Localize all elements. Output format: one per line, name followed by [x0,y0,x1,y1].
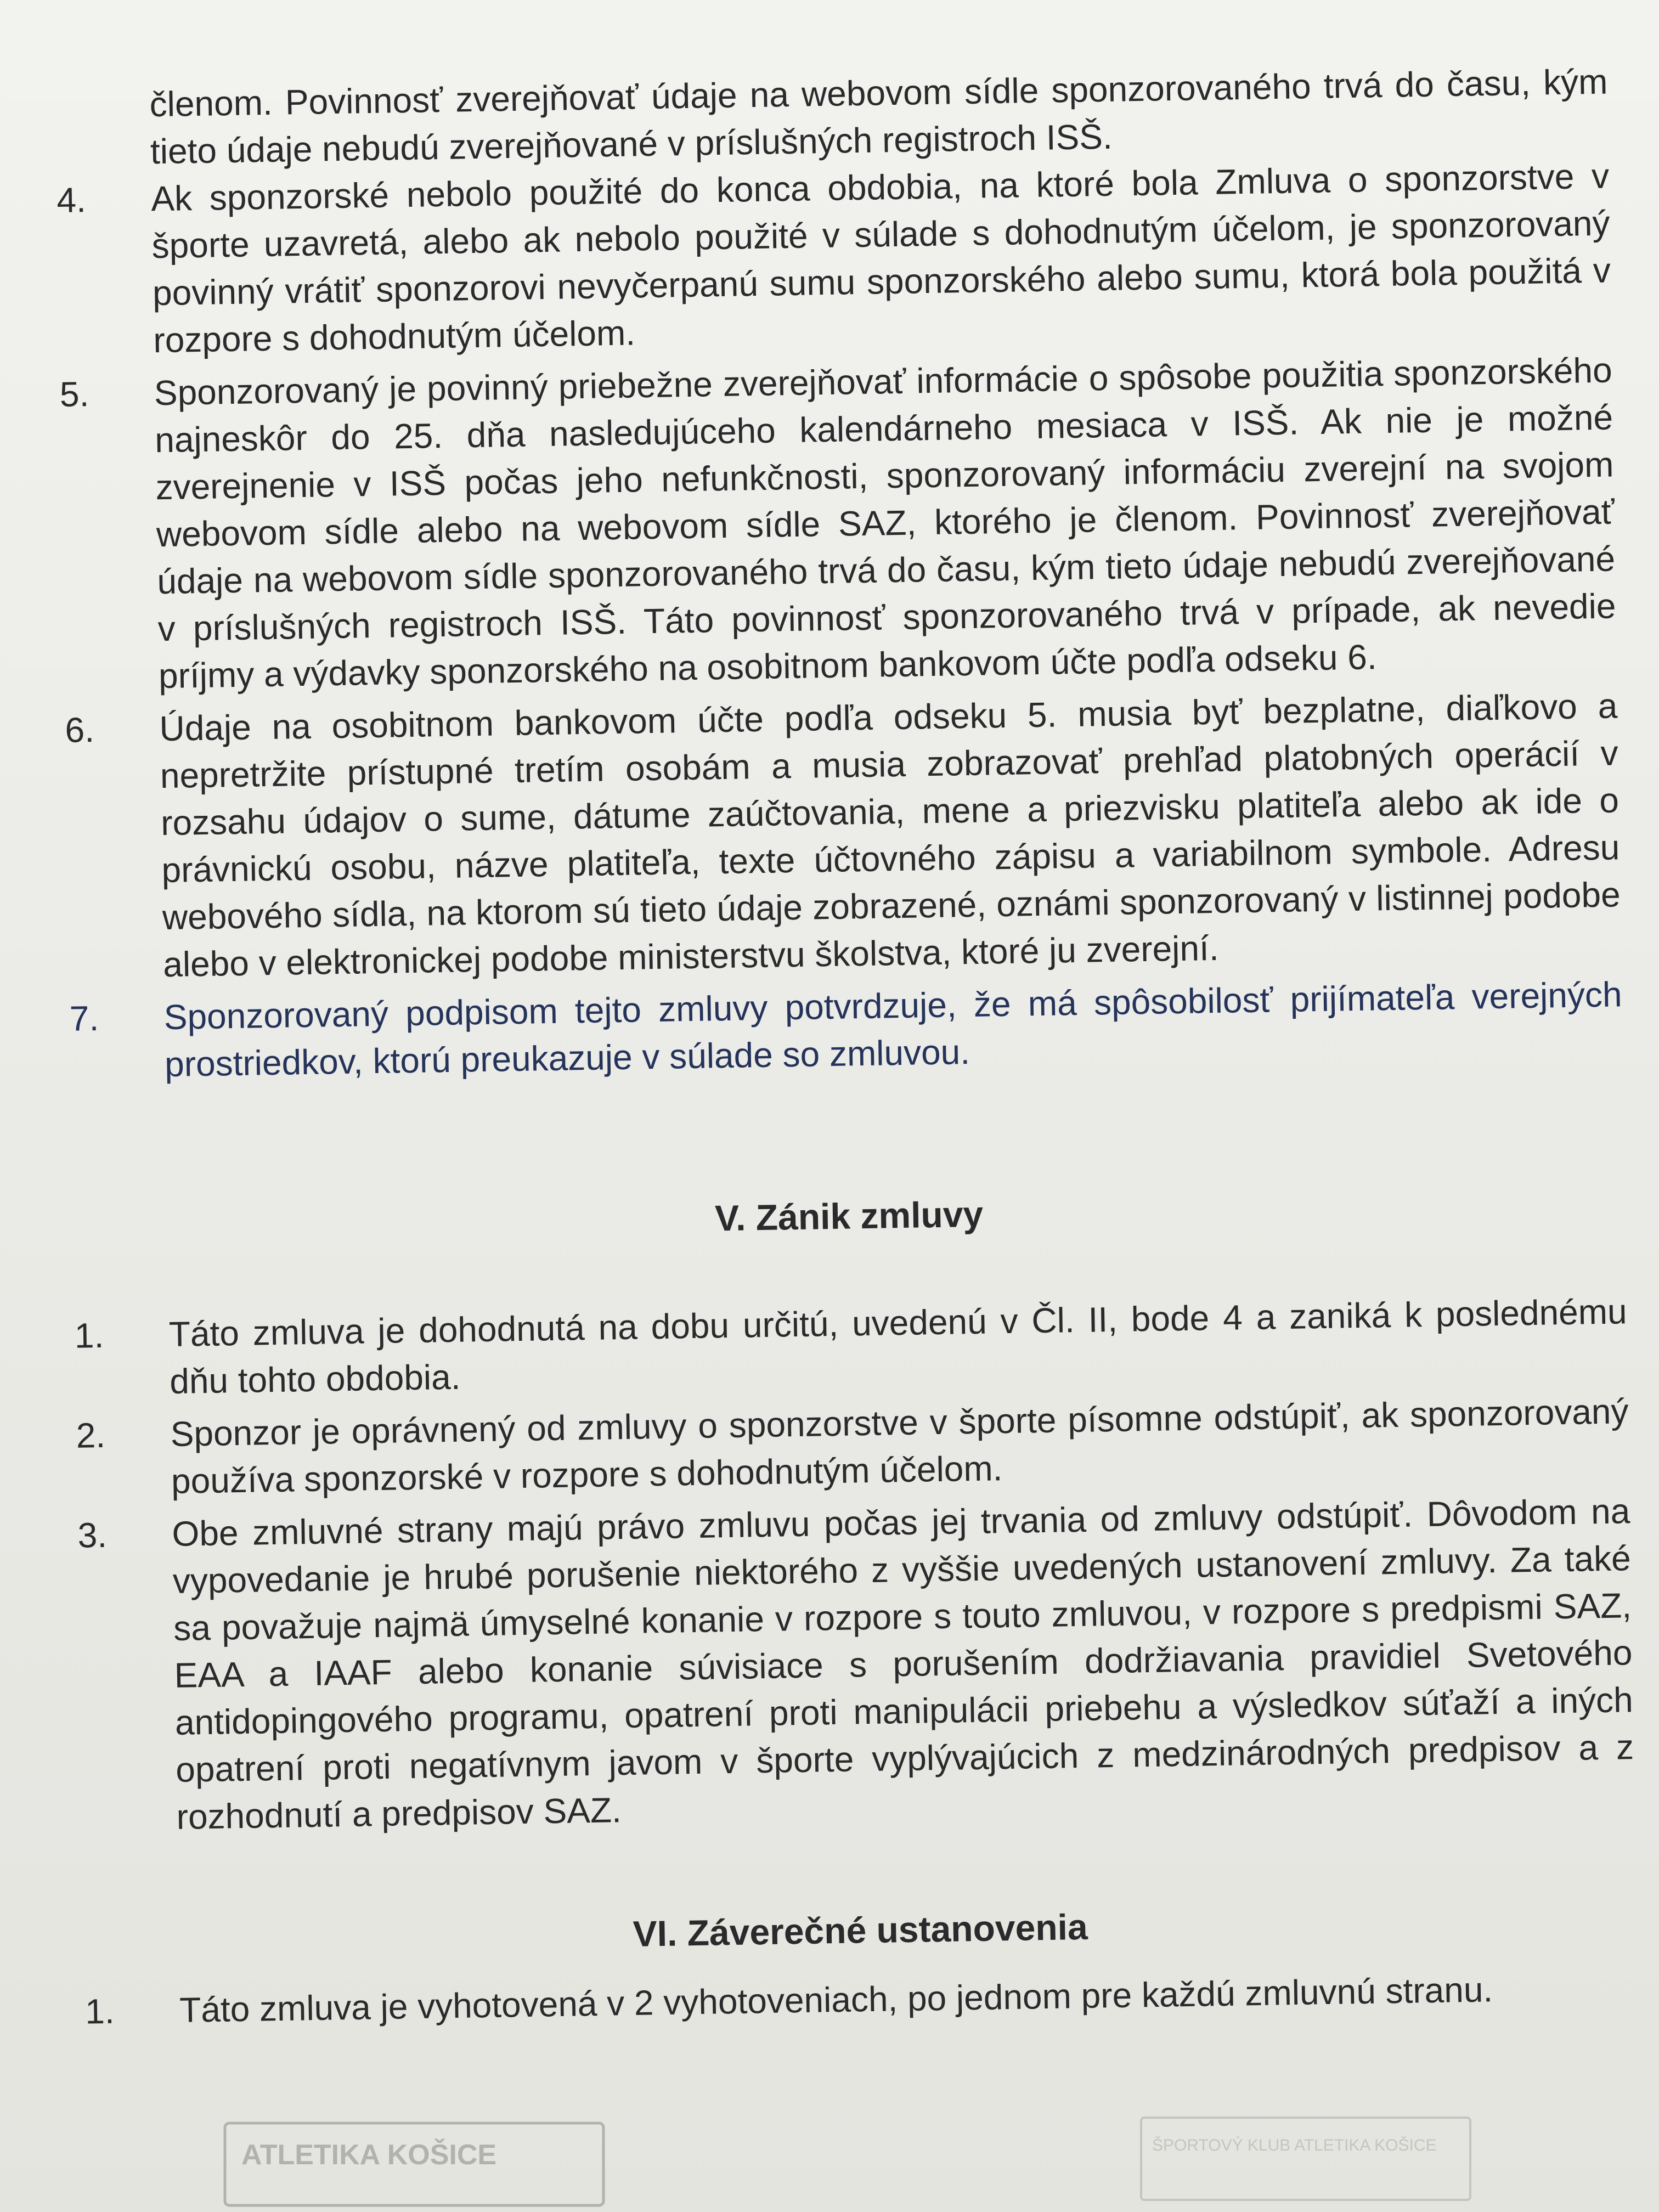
stamp-graphic-right-icon [1136,2112,1476,2211]
list-number: 2. [76,1415,106,1455]
section-v-item-2 [76,1387,1629,1506]
list-text: Obe zmluvné strany majú právo zmluvu počas jej trvania od zmluvy odstúpiť. Dôvodom na vypovedanie je hrubé porušenie niektorého z vyššie uvedených ustanovení zmluvy. Za také sa považuje najmä úmyselné konanie v rozpore s touto zmluvou, v rozpore s predpismi SAZ, EAA a IAAF alebo konanie súvisiace s porušením dodržiavania pravidiel Svetového antidopingového programu, opatrení proti manipulácii priebehu a výsledkov súťaží a iných opatrení proti negatívnym javom v športe vyplývajúcich z medzinárodných predpisov a z rozhodnutí a predpisov SAZ. [172,1491,1634,1837]
stamp-right-text: ŠPORTOVÝ KLUB ATLETIKA KOŠICE [1152,2136,1437,2154]
list-item-4 [57,153,1612,365]
list-number: 5. [59,374,89,414]
stamp-graphic-icon [219,2112,614,2212]
list-text: Sponzor je oprávnený od zmluvy o sponzorstve v športe písomne odstúpiť, ak sponzorovaný používa sponzorské v rozpore s dohodnutým účelom. [170,1391,1629,1501]
list-number: 7. [69,998,99,1039]
club-stamp [219,2112,614,2212]
list-item-5 [59,346,1617,701]
list-number: 4. [56,180,87,220]
list-number: 3. [77,1515,108,1555]
section-vi-title: VI. Záverečné ustanovenia [633,1906,1088,1954]
section-v-item-1 [74,1288,1628,1406]
list-text: Táto zmluva je dohodnutá na dobu určitú, uvedenú v Čl. II, bode 4 a zaniká k poslednému dňu tohto obdobia. [168,1291,1628,1402]
list-text: Sponzorovaný podpisom tejto zmluvy potvrdzuje, že má spôsobilosť prijímateľa verejných prostriedkov, ktorú preukazuje v súlade so zmluvou. [163,974,1623,1085]
stamp-text: ATLETIKA KOŠICE [241,2139,497,2171]
list-number: 1. [84,1991,115,2032]
document-content [55,58,1638,2041]
section-vi-item-1 [85,1963,1638,2035]
section-v-item-3 [77,1487,1635,1842]
section-v-title: V. Zánik zmluvy [714,1193,984,1239]
list-item-7 [69,970,1623,1089]
list-number: 6. [64,710,95,750]
list-item-6 [65,682,1622,989]
list-text: Ak sponzorské nebolo použité do konca obdobia, na ktoré bola Zmluva o sponzorstve v športe uzavretá, alebo ak nebolo použité v súlade s dohodnutým účelom, je sponzorovaný povinný vrátiť sponzorovi nevyčerpanú sumu sponzorského alebo sumu, ktorá bola použitá v rozpore s dohodnutým účelom. [150,156,1611,360]
intro-paragraph: členom. Povinnosť zverejňovať údaje na webovom sídle sponzorovaného trvá do času, kým tieto údaje nebudú zverejňované v príslušných registroch ISŠ. [149,61,1608,172]
list-text: Táto zmluva je vyhotovená v 2 vyhotoveniach, po jednom pre každú zmluvnú stranu. [179,1970,1493,2030]
list-number: 1. [74,1315,104,1356]
list-text: Údaje na osobitnom bankovom účte podľa odseku 5. musia byť bezplatne, diaľkovo a nepretržite prístupné tretím osobám a musia zobrazovať prehľad platobných operácií v rozsahu údajov o sume, dátume zaúčtovania, mene a priezvisku platiteľa alebo ak ide o právnickú osobu, názve platiteľa, texte účtovného zápisu a variabilnom symbole. Adresu webového sídla, na ktorom sú tieto údaje zobrazené, oznámi sponzorovaný v listinnej podobe alebo v elektronickej podobe ministerstvu školstva, ktoré ju zverejní. [159,686,1621,985]
list-text: Sponzorovaný je povinný priebežne zverejňovať informácie o spôsobe použitia sponzorského najneskôr do 25. dňa nasledujúceho kalendárneho mesiaca v ISŠ. Ak nie je možné zverejnenie v ISŠ počas jeho nefunkčnosti, sponzorovaný informáciu zverejní na svojom webovom sídle alebo na webovom sídle SAZ, ktorého je členom. Povinnosť zverejňovať údaje na webovom sídle sponzorovaného trvá do času, kým tieto údaje nebudú zverejňované v príslušných registroch ISŠ. Táto povinnosť sponzorovaného trvá v prípade, ak nevedie príjmy a výdavky sponzorského na osobitnom bankovom účte podľa odseku 6. [154,350,1616,696]
club-stamp-right [1136,2112,1476,2211]
